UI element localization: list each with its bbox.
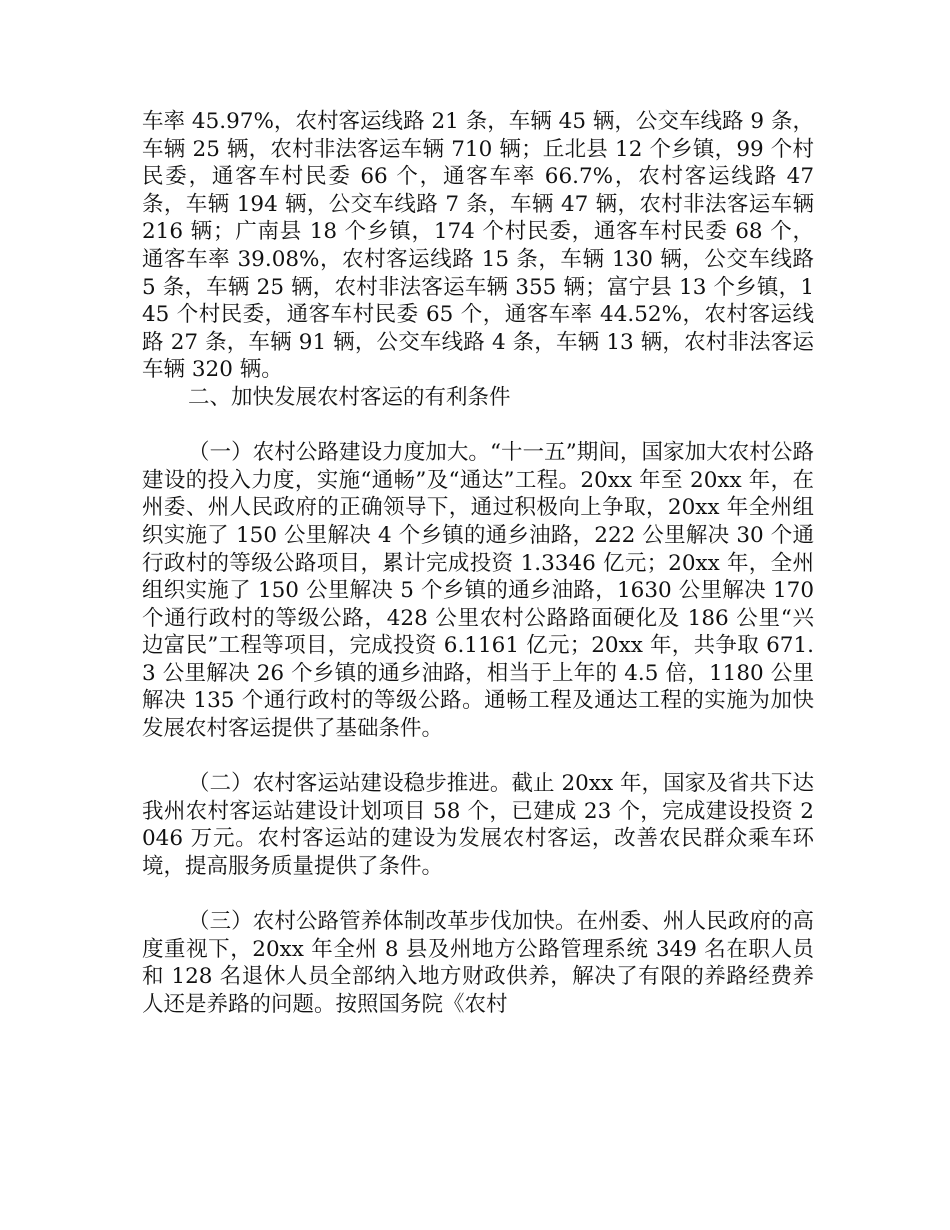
paragraph-road-construction: （一）农村公路建设力度加大。“十一五”期间，国家加大农村公路建设的投入力度，实施“通畅”及“通达”工程。20xx 年至 20xx 年，在州委、州人民政府的正确领导下，通过积极向上争取，20xx 年全州组织实施了 150 公里解决 4 个乡镇的通乡油路，222 公里解决 30 个通行政村的等级公路项目，累计完成投资 1.3346 亿元；20xx 年，全州组织实施了 150 公里解决 5 个乡镇的通乡油路，1630 公里解决 170 个通行政村的等级公路，428 公里农村公路路面硬化及 186 公里“兴边富民”工程等项目，完成投资 6.1161 亿元；20xx 年，共争取 671.3 公里解决 26 个乡镇的通乡油路，相当于上年的 4.5 倍，1180 公里解决 135 个通行政村的等级公路。通畅工程及通达工程的实施为加快发展农村客运提供了基础条件。 <box>142 440 814 742</box>
paragraph-statistics: 车率 45.97%，农村客运线路 21 条，车辆 45 辆，公交车线路 9 条，车辆 25 辆，农村非法客运车辆 710 辆；丘北县 12 个乡镇，99 个村民委，通客车村民委 66 个，通客车率 66.7%，农村客运线路 47 条，车辆 194 辆，公交车线路 7 条，车辆 47 辆，农村非法客运车辆 216 辆；广南县 18 个乡镇，174 个村民委，通客车村民委 68 个，通客车率 39.08%，农村客运线路 15 条，车辆 130 辆，公交车线路 5 条，车辆 25 辆，农村非法客运车辆 355 辆；富宁县 13 个乡镇，145 个村民委，通客车村民委 65 个，通客车率 44.52%，农村客运线路 27 条，车辆 91 辆，公交车线路 4 条，车辆 13 辆，农村非法客运车辆 320 辆。 <box>142 109 814 383</box>
paragraph-maintenance-reform: （三）农村公路管养体制改革步伐加快。在州委、州人民政府的高度重视下，20xx 年全州 8 县及州地方公路管理系统 349 名在职人员和 128 名退休人员全部纳入地方财政供养，解决了有限的养路经费养人还是养路的问题。按照国务院《农村 <box>142 909 814 1017</box>
document-page <box>142 108 814 1019</box>
paragraph-passenger-stations: （二）农村客运站建设稳步推进。截止 20xx 年，国家及省共下达我州农村客运站建设计划项目 58 个，已建成 23 个，完成建设投资 2046 万元。农村客运站的建设为发展农村客运，改善农民群众乘车环境，提高服务质量提供了条件。 <box>142 771 814 880</box>
section-heading: 二、加快发展农村客运的有利条件 <box>188 384 511 410</box>
